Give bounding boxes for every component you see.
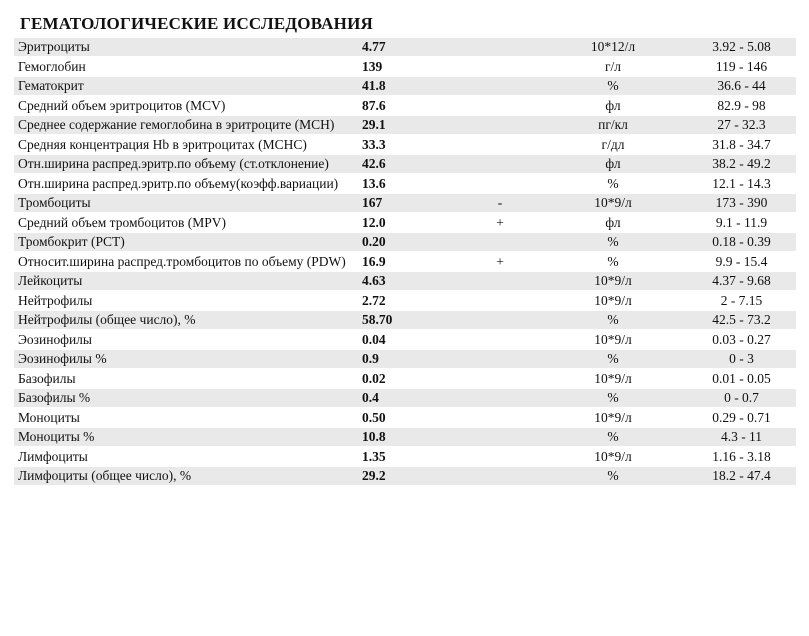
deviation-flag [461, 38, 539, 56]
result-value: 29.2 [352, 467, 461, 485]
reference-range: 82.9 - 98 [717, 97, 766, 113]
reference-range: 27 - 32.3 [687, 116, 796, 134]
deviation-flag [461, 389, 539, 407]
table-row [14, 116, 796, 134]
unit: фл [539, 155, 687, 173]
result-value: 167 [352, 194, 461, 212]
unit: 10*9/л [594, 370, 632, 386]
section-title: ГЕМАТОЛОГИЧЕСКИЕ ИССЛЕДОВАНИЯ [20, 14, 373, 33]
result-value: 12.0 [362, 214, 386, 230]
test-name: Базофилы [18, 370, 76, 386]
unit: % [539, 467, 687, 485]
unit: % [539, 233, 687, 251]
test-name: Средний объем тромбоцитов (MPV) [18, 214, 227, 230]
table-row [14, 175, 796, 193]
result-value: 87.6 [362, 97, 386, 113]
unit: % [539, 77, 687, 95]
result-value: 42.6 [352, 155, 461, 173]
reference-range: 119 - 146 [715, 58, 768, 74]
unit: % [539, 350, 687, 368]
result-value: 0.4 [352, 389, 461, 407]
reference-range: 3.92 - 5.08 [687, 38, 796, 56]
test-name: Средний объем эритроцитов (MCV) [18, 97, 226, 113]
reference-range: 0 - 3 [687, 350, 796, 368]
unit: 10*9/л [539, 272, 687, 290]
unit: фл [605, 97, 621, 113]
table-row [14, 409, 796, 427]
unit: % [539, 389, 687, 407]
test-name: Нейтрофилы [18, 292, 93, 308]
deviation-flag [461, 175, 539, 193]
table-row [14, 467, 796, 485]
reference-range: 9.1 - 11.9 [715, 214, 768, 230]
unit: 10*9/л [594, 448, 632, 464]
result-value: 2.72 [362, 292, 386, 308]
deviation-flag [461, 97, 539, 115]
result-value: 10.8 [352, 428, 461, 446]
table-row [14, 38, 796, 56]
table-row [14, 292, 796, 310]
result-value: 16.9 [362, 253, 386, 269]
result-value: 13.6 [362, 175, 386, 191]
table-row [14, 370, 796, 388]
test-name: Отн.ширина распред.эритр.по объему(коэфф.вариации) [18, 175, 339, 191]
test-name: Гемоглобин [18, 58, 86, 74]
reference-range: 0 - 0.7 [687, 389, 796, 407]
result-value: 33.3 [362, 136, 386, 152]
table-row [14, 331, 796, 349]
table-row [14, 233, 796, 251]
result-value: 0.50 [362, 409, 386, 425]
unit: % [607, 175, 619, 191]
deviation-flag [461, 331, 539, 349]
result-value: 139 [362, 58, 383, 74]
result-value: 1.35 [362, 448, 386, 464]
table-row [14, 77, 796, 95]
deviation-flag [461, 155, 539, 173]
deviation-flag [461, 136, 539, 154]
reference-range: 0.01 - 0.05 [712, 370, 771, 386]
deviation-flag [461, 272, 539, 290]
unit: пг/кл [539, 116, 687, 134]
test-name: Относит.ширина распред.тромбоцитов по объему (PDW) [18, 253, 346, 269]
deviation-flag [461, 58, 539, 76]
table-row [14, 136, 796, 154]
unit: г/дл [601, 136, 625, 152]
unit: 10*9/л [594, 331, 632, 347]
unit: 10*9/л [539, 194, 687, 212]
test-name: Базофилы % [14, 389, 352, 407]
table-row [14, 350, 796, 368]
table-row [14, 428, 796, 446]
table-row [14, 389, 796, 407]
deviation-flag [461, 370, 539, 388]
unit: г/л [604, 58, 622, 74]
result-value: 4.63 [352, 272, 461, 290]
deviation-flag: + [496, 214, 504, 230]
reference-range: 2 - 7.15 [720, 292, 763, 308]
deviation-flag: - [461, 194, 539, 212]
reference-range: 4.3 - 11 [687, 428, 796, 446]
test-name: Лейкоциты [14, 272, 352, 290]
table-row [14, 97, 796, 115]
test-name: Средняя концентрация Hb в эритроцитах (MCHC) [18, 136, 307, 152]
test-name: Моноциты % [14, 428, 352, 446]
unit: % [539, 311, 687, 329]
deviation-flag [461, 467, 539, 485]
deviation-flag [461, 409, 539, 427]
deviation-flag [461, 448, 539, 466]
unit: 10*12/л [539, 38, 687, 56]
deviation-flag [461, 233, 539, 251]
test-name: Лимфоциты (общее число), % [14, 467, 352, 485]
table-row [14, 272, 796, 290]
reference-range: 1.16 - 3.18 [712, 448, 771, 464]
results-table [14, 36, 796, 487]
test-name: Тромбоциты [14, 194, 352, 212]
test-name: Эозинофилы [18, 331, 92, 347]
deviation-flag: + [496, 253, 504, 269]
table-row [14, 214, 796, 232]
reference-range: 38.2 - 49.2 [687, 155, 796, 173]
reference-range: 42.5 - 73.2 [687, 311, 796, 329]
unit: % [607, 253, 619, 269]
deviation-flag [461, 116, 539, 134]
reference-range: 4.37 - 9.68 [687, 272, 796, 290]
deviation-flag [461, 350, 539, 368]
reference-range: 0.18 - 0.39 [687, 233, 796, 251]
result-value: 29.1 [352, 116, 461, 134]
table-row [14, 253, 796, 271]
unit: % [539, 428, 687, 446]
table-row [14, 194, 796, 212]
result-value: 0.9 [352, 350, 461, 368]
test-name: Лимфоциты [18, 448, 88, 464]
test-name: Отн.ширина распред.эритр.по объему (ст.отклонение) [14, 155, 352, 173]
reference-range: 31.8 - 34.7 [712, 136, 771, 152]
test-name: Нейтрофилы (общее число), % [14, 311, 352, 329]
unit: 10*9/л [594, 292, 632, 308]
reference-range: 0.29 - 0.71 [712, 409, 771, 425]
reference-range: 9.9 - 15.4 [715, 253, 768, 269]
reference-range: 0.03 - 0.27 [712, 331, 771, 347]
test-name: Эозинофилы % [14, 350, 352, 368]
table-row [14, 155, 796, 173]
reference-range: 173 - 390 [687, 194, 796, 212]
reference-range: 36.6 - 44 [687, 77, 796, 95]
table-row [14, 448, 796, 466]
test-name: Среднее содержание гемоглобина в эритроците (MCH) [14, 116, 352, 134]
unit: 10*9/л [594, 409, 632, 425]
test-name: Моноциты [18, 409, 80, 425]
deviation-flag [461, 77, 539, 95]
table-row [14, 58, 796, 76]
result-value: 58.70 [352, 311, 461, 329]
deviation-flag [461, 428, 539, 446]
test-name: Гематокрит [14, 77, 352, 95]
reference-range: 12.1 - 14.3 [712, 175, 771, 191]
unit: фл [605, 214, 621, 230]
result-value: 0.02 [362, 370, 386, 386]
result-value: 0.20 [352, 233, 461, 251]
deviation-flag [461, 292, 539, 310]
test-name: Тромбокрит (PCT) [14, 233, 352, 251]
result-value: 0.04 [362, 331, 386, 347]
test-name: Эритроциты [14, 38, 352, 56]
reference-range: 18.2 - 47.4 [687, 467, 796, 485]
table-row [14, 311, 796, 329]
result-value: 4.77 [352, 38, 461, 56]
result-value: 41.8 [352, 77, 461, 95]
deviation-flag [461, 311, 539, 329]
